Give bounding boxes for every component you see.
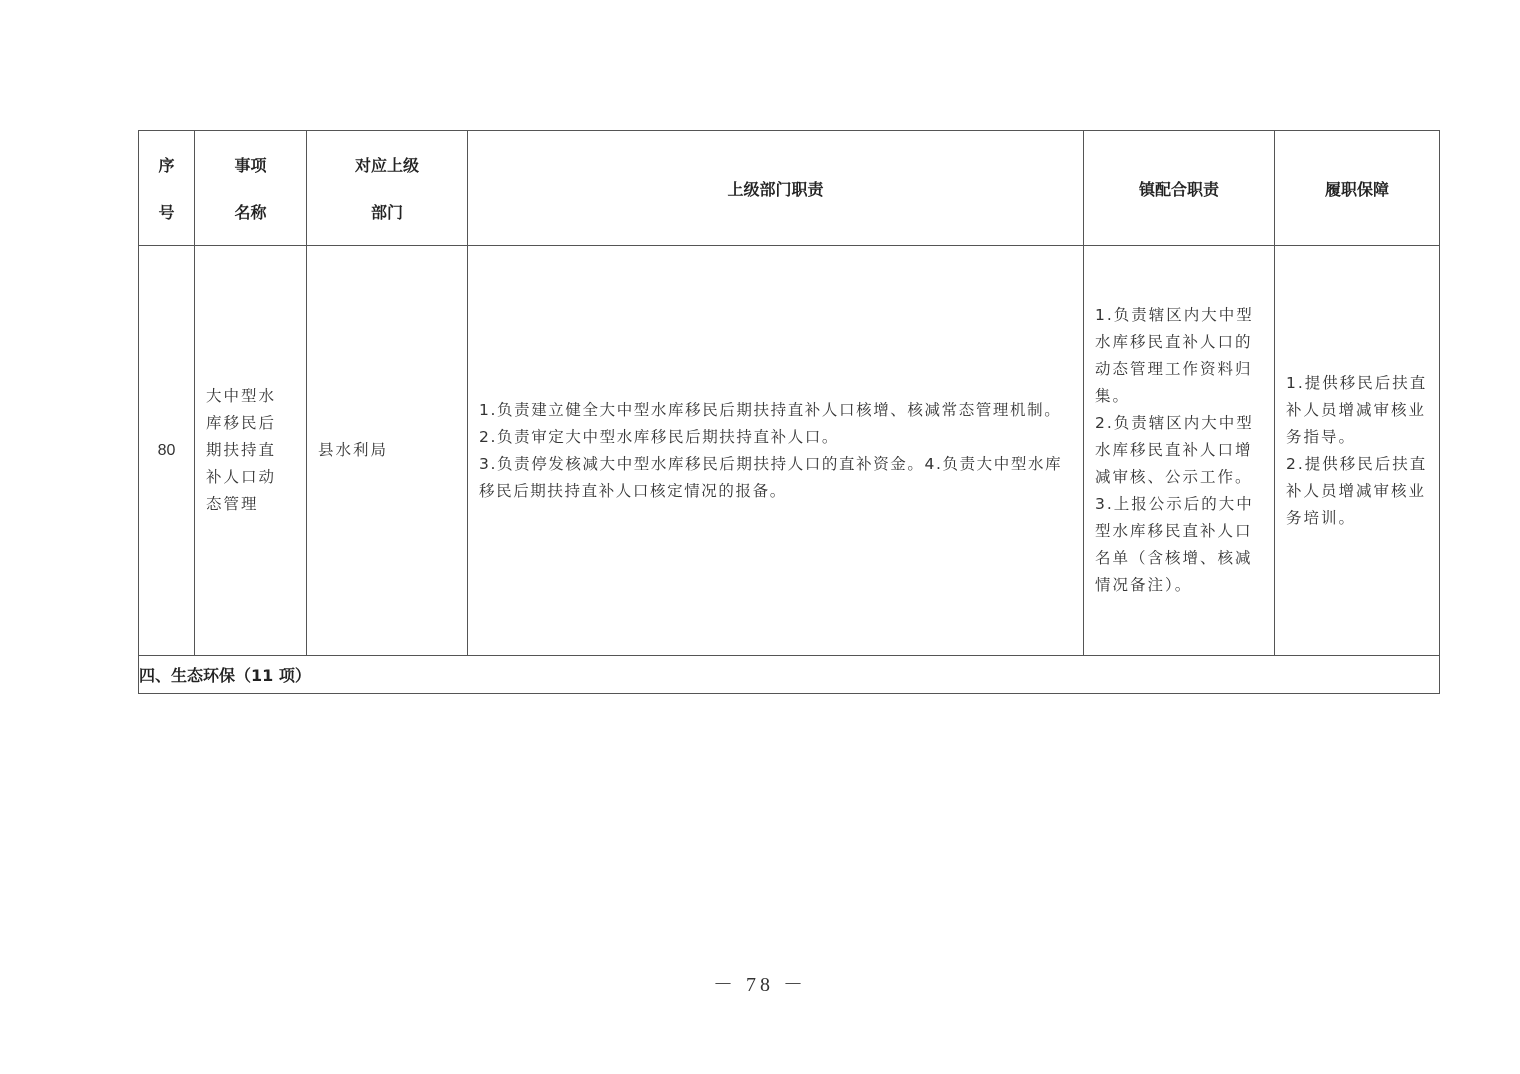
town-duty-item: 2.负责辖区内大中型水库移民直补人口增减审核、公示工作。 [1095, 414, 1254, 486]
section-title: 四、生态环保（11 项） [139, 656, 1440, 694]
item-name-line: 大中型水 [206, 387, 277, 405]
item-name-line: 库移民后 [206, 414, 277, 432]
duty-table [138, 130, 1440, 694]
header-upper-dept [307, 131, 468, 246]
item-name-line: 期扶持直 [206, 441, 277, 459]
header-seq [139, 131, 195, 246]
row-upper-duty [468, 246, 1084, 656]
upper-duty-item: 1.负责建立健全大中型水库移民后期扶持直补人口核增、核减常态管理机制。 [479, 400, 1062, 419]
town-duty-item: 3.上报公示后的大中型水库移民直补人口名单（含核增、核减情况备注）。 [1095, 495, 1254, 594]
row-upper-dept [307, 246, 468, 656]
item-name-line: 补人口动 [206, 468, 277, 486]
page-number: － 78 － [713, 974, 807, 996]
section-row [139, 656, 1440, 694]
row-seq: 80 [139, 246, 195, 656]
header-upper-dept-line2: 部门 [370, 203, 403, 222]
table-row [139, 246, 1440, 656]
header-item-name-line1: 事项 [234, 156, 267, 175]
item-name-line: 态管理 [206, 495, 259, 513]
row-item-name [195, 246, 307, 656]
upper-duty-item: 3.负责停发核减大中型水库移民后期扶持人口的直补资金。4.负责大中型水库移民后期扶持直补人口核定情况的报备。 [479, 454, 1063, 500]
row-town-duty [1084, 246, 1275, 656]
header-seq-line2: 号 [158, 203, 175, 222]
header-town-duty: 镇配合职责 [1084, 131, 1275, 246]
header-upper-duty: 上级部门职责 [468, 131, 1084, 246]
row-guarantee [1275, 246, 1440, 656]
header-seq-line1: 序 [158, 156, 175, 175]
upper-dept-text: 县水利局 [318, 441, 389, 459]
header-item-name [195, 131, 307, 246]
header-upper-dept-line1: 对应上级 [354, 156, 419, 175]
town-duty-item: 1.负责辖区内大中型水库移民直补人口的动态管理工作资料归集。 [1095, 306, 1254, 405]
guarantee-item: 2.提供移民后扶直补人员增减审核业务培训。 [1286, 454, 1428, 527]
guarantee-item: 1.提供移民后扶直补人员增减审核业务指导。 [1286, 373, 1428, 446]
header-item-name-line2: 名称 [234, 203, 267, 222]
table-header-row [139, 131, 1440, 246]
header-guarantee: 履职保障 [1275, 131, 1440, 246]
upper-duty-item: 2.负责审定大中型水库移民后期扶持直补人口。 [479, 427, 839, 446]
